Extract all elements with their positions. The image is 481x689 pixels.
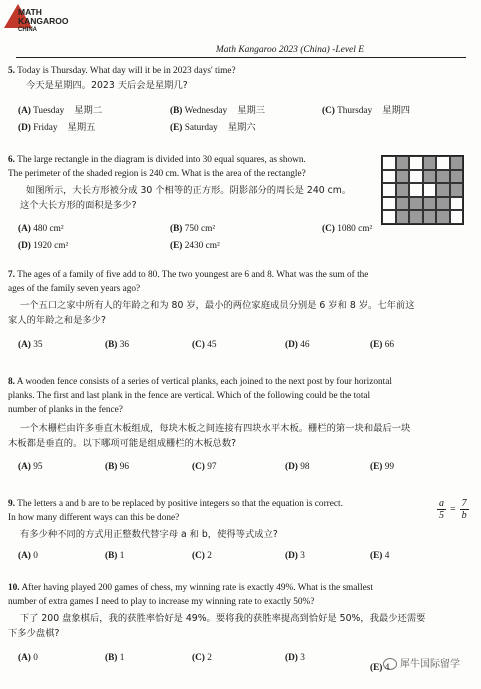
logo-line-1: MATH (18, 7, 42, 17)
blank-square (423, 183, 437, 197)
question-8-en: 8. A wooden fence consists of a series of vertical planks, each joined to the next post by four horizontal planks. The first and last plank in the fence are vertical. Which of the following could be the total number of planks in the fence? (8, 377, 392, 415)
q9-option-a[interactable]: (A) 0 (18, 551, 38, 561)
shaded-square (396, 156, 410, 170)
shaded-rectangle-diagram (381, 155, 464, 225)
shaded-square (423, 170, 437, 184)
q6-option-a[interactable]: (A) 480 cm² (18, 224, 64, 234)
blank-square (409, 183, 423, 197)
blank-square (382, 197, 396, 211)
blank-square (409, 156, 423, 170)
blank-square (409, 170, 423, 184)
q10-option-a[interactable]: (A) 0 (18, 653, 38, 663)
q7-option-c[interactable]: (C) 45 (192, 340, 217, 350)
shaded-square (450, 170, 464, 184)
question-number: 5. (8, 66, 15, 76)
blank-square (382, 156, 396, 170)
shaded-square (396, 197, 410, 211)
blank-square (436, 156, 450, 170)
q10-option-e[interactable]: (E) 4 (370, 663, 390, 673)
q5-option-c[interactable]: (C) Thursday 星期四 (322, 105, 411, 116)
question-5-zh: 今天是星期四。2023 天后会是星期几? (26, 80, 188, 91)
shaded-square (409, 210, 423, 224)
q8-option-b[interactable]: (B) 96 (105, 462, 130, 472)
shaded-square (450, 156, 464, 170)
shaded-square (436, 210, 450, 224)
logo-line-2: KANGAROO (18, 16, 69, 26)
q10-option-c[interactable]: (C) 2 (192, 653, 212, 663)
q5-option-d[interactable]: (D) Friday 星期五 (18, 122, 96, 133)
q7-option-a[interactable]: (A) 35 (18, 340, 43, 350)
page-header-title: Math Kangaroo 2023 (China) -Level E (215, 45, 365, 55)
q7-option-e[interactable]: (E) 66 (370, 340, 395, 350)
blank-square (382, 210, 396, 224)
q7-option-b[interactable]: (B) 36 (105, 340, 130, 350)
question-9-zh: 有多少种不同的方式用正整数代替字母 a 和 b，使得等式成立? (20, 529, 278, 540)
shaded-square (436, 183, 450, 197)
math-kangaroo-logo (4, 4, 74, 44)
shaded-square (409, 197, 423, 211)
blank-square (382, 170, 396, 184)
shaded-square (423, 156, 437, 170)
question-7-en: 7. The ages of a family of five add to 80. The two youngest are 6 and 8. What was the sum of the ages of the family seven years ago? (8, 270, 369, 294)
wechat-icon (383, 658, 397, 670)
shaded-square (436, 170, 450, 184)
q8-option-a[interactable]: (A) 95 (18, 462, 43, 472)
question-8-zh: 一个木栅栏由许多垂直木板组成，每块木板之间连接有四块水平木板。栅栏的第一块和最后一块 木板都是垂直的。以下哪项可能是组成栅栏的木板总数? (8, 423, 411, 449)
question-10-en: 10. After having played 200 games of chess, my winning rate is exactly 49%. What is the smallest number of extra games I need to play to increase my winning rate to exactly 50%? (8, 583, 373, 607)
blank-square (450, 197, 464, 211)
q5-option-a[interactable]: (A) Tuesday 星期二 (18, 105, 103, 116)
q10-option-d[interactable]: (D) 3 (285, 653, 305, 663)
q9-option-e[interactable]: (E) 4 (370, 551, 390, 561)
q6-option-c[interactable]: (C) 1080 cm² (322, 224, 373, 234)
q8-option-c[interactable]: (C) 97 (192, 462, 217, 472)
shaded-square (396, 210, 410, 224)
q8-option-e[interactable]: (E) 99 (370, 462, 395, 472)
question-7-zh: 一个五口之家中所有人的年龄之和为 80 岁，最小的两位家庭成员分别是 6 岁和 8 岁。七年前这 家人的年龄之和是多少? (8, 300, 415, 326)
shaded-square (423, 210, 437, 224)
logo-line-3: CHINA (18, 27, 37, 33)
q10-option-b[interactable]: (B) 1 (105, 653, 125, 663)
shaded-square (396, 183, 410, 197)
equation-a-over-5-equals-7-over-b: $\frac{a}{5}$ = $\frac{7}{b}$ (439, 498, 467, 521)
question-9-en: 9. The letters a and b are to be replaced by positive integers so that the equation is correct. In how many different ways can this be done? (8, 499, 343, 523)
question-10-zh: 下了 200 盘象棋后，我的获胜率恰好是 49%。要将我的获胜率提高到恰好是 50%，我最少还需要 下多少盘棋? (8, 613, 426, 639)
q7-option-d[interactable]: (D) 46 (285, 340, 310, 350)
q6-option-e[interactable]: (E) 2430 cm² (170, 241, 220, 251)
shaded-square (450, 183, 464, 197)
q9-option-d[interactable]: (D) 3 (285, 551, 305, 561)
blank-square (382, 183, 396, 197)
q8-option-d[interactable]: (D) 98 (285, 462, 310, 472)
q6-option-d[interactable]: (D) 1920 cm² (18, 241, 69, 251)
q5-option-e[interactable]: (E) Saturday 星期六 (170, 122, 256, 133)
shaded-square (423, 197, 437, 211)
q9-option-b[interactable]: (B) 1 (105, 551, 125, 561)
question-5-en (8, 64, 468, 78)
question-text: Today is Thursday. What day will it be in 2023 days' time? (17, 66, 236, 76)
question-6-en: 6. The large rectangle in the diagram is divided into 30 equal squares, as shown. The perimeter of the shaded region is 240 cm. What is the area of the rectangle? (8, 155, 306, 179)
blank-square (450, 210, 464, 224)
wechat-watermark: 犀牛国际留学 (383, 655, 460, 670)
shaded-square (436, 197, 450, 211)
header-divider (16, 57, 466, 58)
shaded-square (396, 170, 410, 184)
q6-option-b[interactable]: (B) 750 cm² (170, 224, 216, 234)
q5-option-b[interactable]: (B) Wednesday 星期三 (170, 105, 266, 116)
q9-option-c[interactable]: (C) 2 (192, 551, 212, 561)
question-6-zh: 如图所示，大长方形被分成 30 个相等的正方形。阴影部分的周长是 240 cm。 这个大长方形的面积是多少? (20, 185, 352, 211)
